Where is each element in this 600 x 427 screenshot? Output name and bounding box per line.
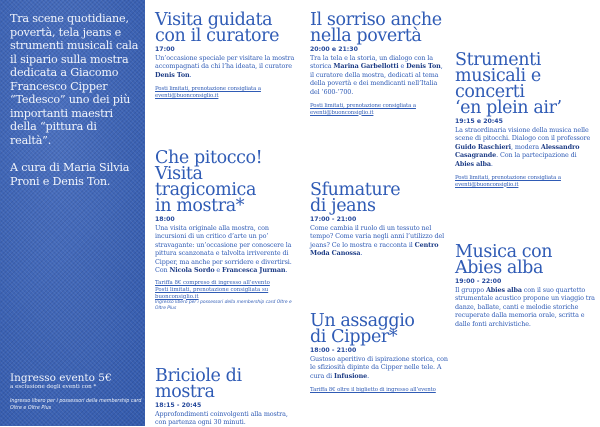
event-title: Briciole di mostra — [155, 366, 242, 402]
event-title: Musica con Abies alba — [455, 242, 553, 278]
event-title: Che pitocco! Visita tragicomica in mostra* — [155, 148, 263, 216]
event-description: Un’occasione speciale per visitare la mostra accompagnati da chi l’ha ideata, il curatore Denis Ton. — [155, 54, 295, 79]
event-description: Una visita originale alla mostra, con incursioni di un critico d’arte un po’ stravagante: un’occasione per conoscere la pittura scanzonata e talvolta irriverente di Cipper, ma anche per sorridere e divertirsi. Con Nicola Sordo e Francesca Jurman. — [155, 224, 292, 275]
event-title: Il sorriso anche nella povertà — [310, 10, 442, 46]
intro-text: Tra scene quotidiane, povertà, tela jeans e strumenti musicali cala il sipario sulla mostra dedicata a Giacomo Francesco Cipper “Tedesco” uno dei più importanti maestri della “pittura di realtà”. — [10, 12, 139, 147]
event-description: Tra la tela e la storia, un dialogo con la storica Marina Garbellotti e Denis Ton, il curatore della mostra, dedicati al tema della povertà e dei mendicanti nell’Italia del ’600-’700. — [310, 54, 443, 96]
event-time: 17:00 — [155, 46, 175, 53]
event-time: 18:00 - 21:00 — [310, 347, 357, 354]
event-time: 20:00 e 21:30 — [310, 46, 358, 53]
intro-block — [10, 12, 140, 202]
event-title: Strumenti musicali e concerti ‘en plein air’ — [455, 50, 562, 118]
event-title: Sfumature di jeans — [310, 180, 401, 216]
event-time: 18:00 — [155, 216, 175, 223]
event-time: 19:15 e 20:45 — [455, 118, 503, 125]
event-time: 17:00 - 21:00 — [310, 216, 357, 223]
ingresso-title: Ingresso evento 5€ — [10, 372, 112, 384]
event-strumenti — [455, 52, 597, 188]
event-sorriso — [310, 12, 448, 116]
event-description: La straordinaria visione della musica nelle scene di pitocchi. Dialogo con il professore Guido Raschieri, modera Alessandro Casagrande. Con la partecipazione di Abies alba. — [455, 126, 591, 168]
event-musica-abies — [455, 244, 597, 328]
event-briciole — [155, 368, 295, 427]
event-time: 18:15 - 20:45 — [155, 402, 202, 409]
tariffa-block — [155, 280, 295, 311]
event-description: Approfondimenti coinvolgenti alla mostra, con partenza ogni 30 minuti. — [155, 410, 288, 427]
event-title: Un assaggio di Cipper* — [310, 311, 415, 347]
event-assaggio — [310, 313, 450, 394]
event-visita-guidata — [155, 12, 295, 99]
booking-link[interactable]: Posti limitati, prenotazione consigliata a eventi@buonconsiglio.it — [155, 86, 261, 99]
event-title: Visita guidata con il curatore — [155, 10, 280, 46]
event-description: Gustoso aperitivo di ispirazione storica, con le sfiziosità dipinte da Cipper nelle tele. A cura di Infusione. — [310, 355, 448, 380]
ingresso-note: Ingresso libero per i possessori della membership card Oltre e Oltre Plus — [10, 399, 142, 411]
booking-link[interactable]: Posti limitati, prenotazione consigliata a eventi@buonconsiglio.it — [310, 103, 416, 116]
event-sfumature — [310, 182, 448, 258]
booking-link[interactable]: Posti limitati, prenotazione consigliata a eventi@buonconsiglio.it — [455, 175, 561, 188]
event-che-pitocco — [155, 150, 295, 311]
ingresso-subtitle: a esclusione degli eventi con * — [10, 384, 97, 390]
event-description: Il gruppo Abies alba con il suo quartetto strumentale acustico propone un viaggio tra danze, ballate, canti e melodie storiche recuperate dalla memoria orale, scritta e dalle fonti archivistiche. — [455, 286, 595, 328]
tariffa-text[interactable]: Tariffa 8€ oltre il biglietto di ingresso all’evento — [310, 387, 436, 394]
event-description: Come cambia il ruolo di un tessuto nel tempo? Come varia negli anni l’utilizzo del jeans? Ce lo mostra e racconta il Centro Moda Canossa. — [310, 224, 445, 258]
membership-note: Ingresso libero per i possessori della membership card Oltre e Oltre Plus — [155, 300, 292, 311]
event-time: 19:00 - 22:00 — [455, 278, 502, 285]
denim-panel — [0, 0, 145, 426]
booking-link[interactable]: Posti limitati, prenotazione consigliata su buonconsiglio.it — [155, 287, 269, 300]
ingresso-block — [10, 372, 142, 412]
tariffa-text[interactable]: Tariffa 8€ compreso di ingresso all’evento — [155, 280, 270, 287]
curators-text: A cura di Maria Silvia Proni e Denis Ton. — [10, 161, 130, 188]
